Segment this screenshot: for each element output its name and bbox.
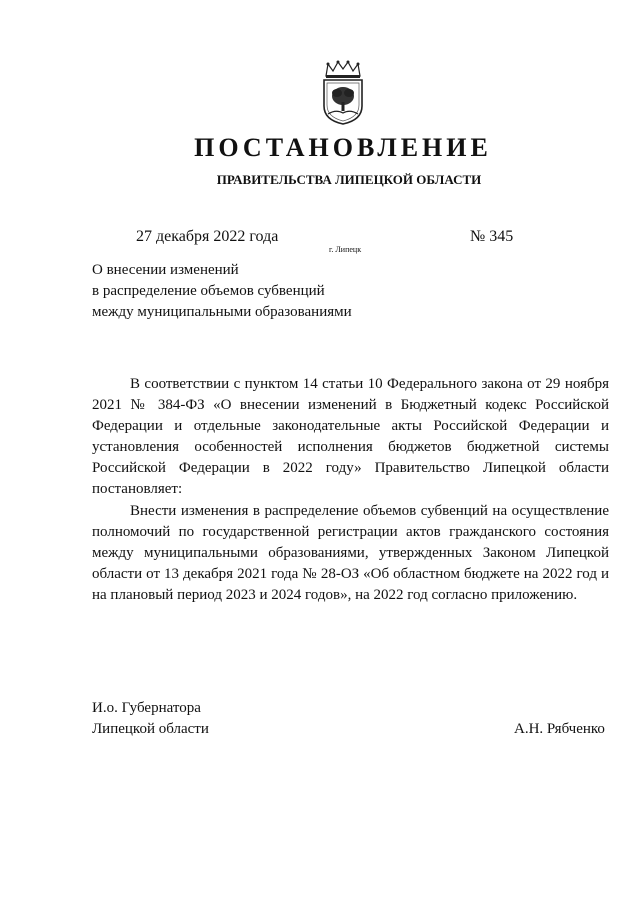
signatory-position <box>92 698 209 740</box>
document-number: № 345 <box>470 228 514 245</box>
subject-line: между муниципальными образованиями <box>92 304 352 320</box>
document-subject <box>92 260 352 323</box>
body-paragraph-decision: Внести изменения в распределение объемов субвенций на осуществление полномочий по государственной регистрации актов гражданского состояния между муниципальными образованиями, утвержденных Законом Липецкой области от 13 декабря 2021 года № 28-ОЗ «Об областном бюджете на 2022 год и на плановый период 2023 и 2024 годов», на 2022 год согласно приложению. <box>92 503 609 603</box>
lipetsk-coat-of-arms-icon <box>318 60 368 126</box>
subject-line: в распределение объемов субвенций <box>92 283 325 299</box>
signatory-position-line: Липецкой области <box>92 721 209 737</box>
signatory-position-line: И.о. Губернатора <box>92 700 201 716</box>
body-paragraph-preamble: В соответствии с пунктом 14 статьи 10 Федерального закона от 29 ноября 2021 № 384-ФЗ «О внесении изменений в Бюджетный кодекс Российской Федерации и отдельные законодательные акты Российской Федерации и установления особенностей исполнения бюджетов бюджетной системы Российской Федерации в 2022 году» Правительство Липецкой области постановляет: <box>92 376 609 497</box>
subject-line: О внесении изменений <box>92 262 239 278</box>
document-title: ПОСТАНОВЛЕНИЕ <box>194 133 492 162</box>
document-issuer: ПРАВИТЕЛЬСТВА ЛИПЕЦКОЙ ОБЛАСТИ <box>216 172 482 187</box>
document-date: 27 декабря 2022 года <box>136 228 279 245</box>
document-city: г. Липецк <box>329 245 362 254</box>
signatory-name: А.Н. Рябченко <box>514 721 605 737</box>
document-body <box>92 374 609 607</box>
